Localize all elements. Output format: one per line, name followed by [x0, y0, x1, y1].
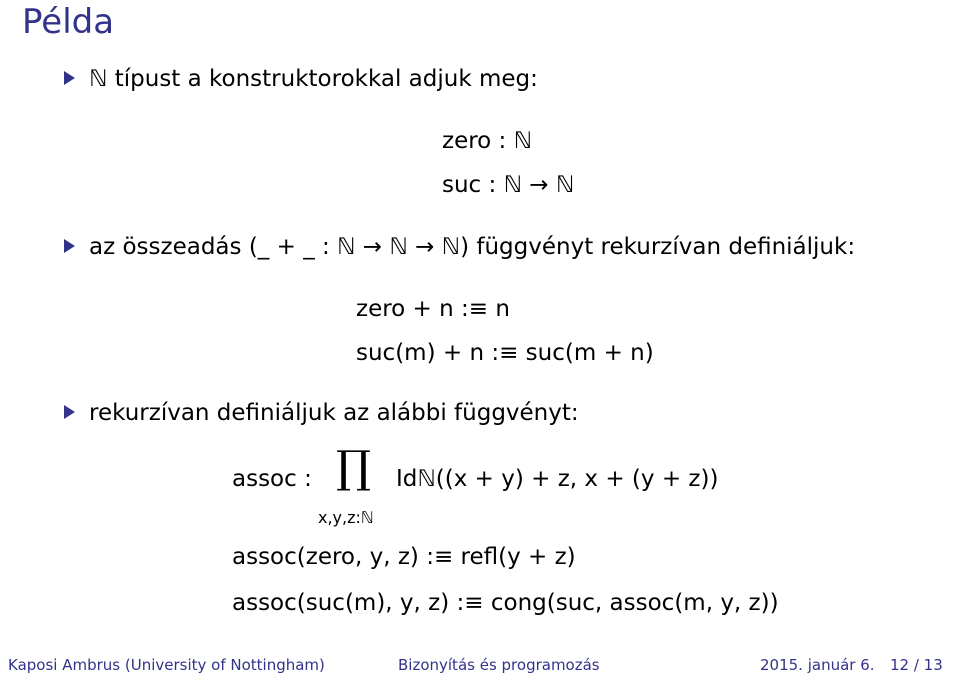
addition-suc-equation: suc(m) + n :≡ suc(m + n) [356, 340, 654, 366]
addition-zero-equation: zero + n :≡ n [356, 296, 510, 322]
footer-author: Kaposi Ambrus (University of Nottingham) [8, 656, 325, 674]
assoc-type-lhs: assoc : [232, 466, 312, 492]
slide-title: Példa [22, 2, 115, 42]
bullet-triangle-icon [64, 405, 75, 419]
footer-date: 2015. január 6. [760, 656, 875, 674]
assoc-zero-equation: assoc(zero, y, z) :≡ refl(y + z) [232, 544, 576, 570]
product-subscript: x,y,z:ℕ [318, 508, 374, 527]
bullet-item [64, 66, 538, 92]
bullet-text: az összeadás (_ + _ : ℕ → ℕ → ℕ) függvényt rekurzívan definiáljuk: [89, 234, 856, 260]
constructor-suc: suc : ℕ → ℕ [442, 172, 575, 198]
bullet-text: rekurzívan definiáljuk az alábbi függvényt: [89, 400, 579, 426]
product-symbol: ∏ [336, 442, 372, 493]
bullet-triangle-icon [64, 239, 75, 253]
assoc-type-rhs: Idℕ((x + y) + z, x + (y + z)) [396, 466, 719, 492]
footer-talk-title: Bizonyítás és programozás [398, 656, 600, 674]
footer-page-number: 12 / 13 [890, 656, 943, 674]
constructor-zero: zero : ℕ [442, 128, 533, 154]
bullet-item [64, 234, 855, 260]
bullet-text: ℕ típust a konstruktorokkal adjuk meg: [89, 66, 538, 92]
assoc-suc-equation: assoc(suc(m), y, z) :≡ cong(suc, assoc(m, y, z)) [232, 590, 779, 616]
bullet-item [64, 400, 579, 426]
bullet-triangle-icon [64, 71, 75, 85]
